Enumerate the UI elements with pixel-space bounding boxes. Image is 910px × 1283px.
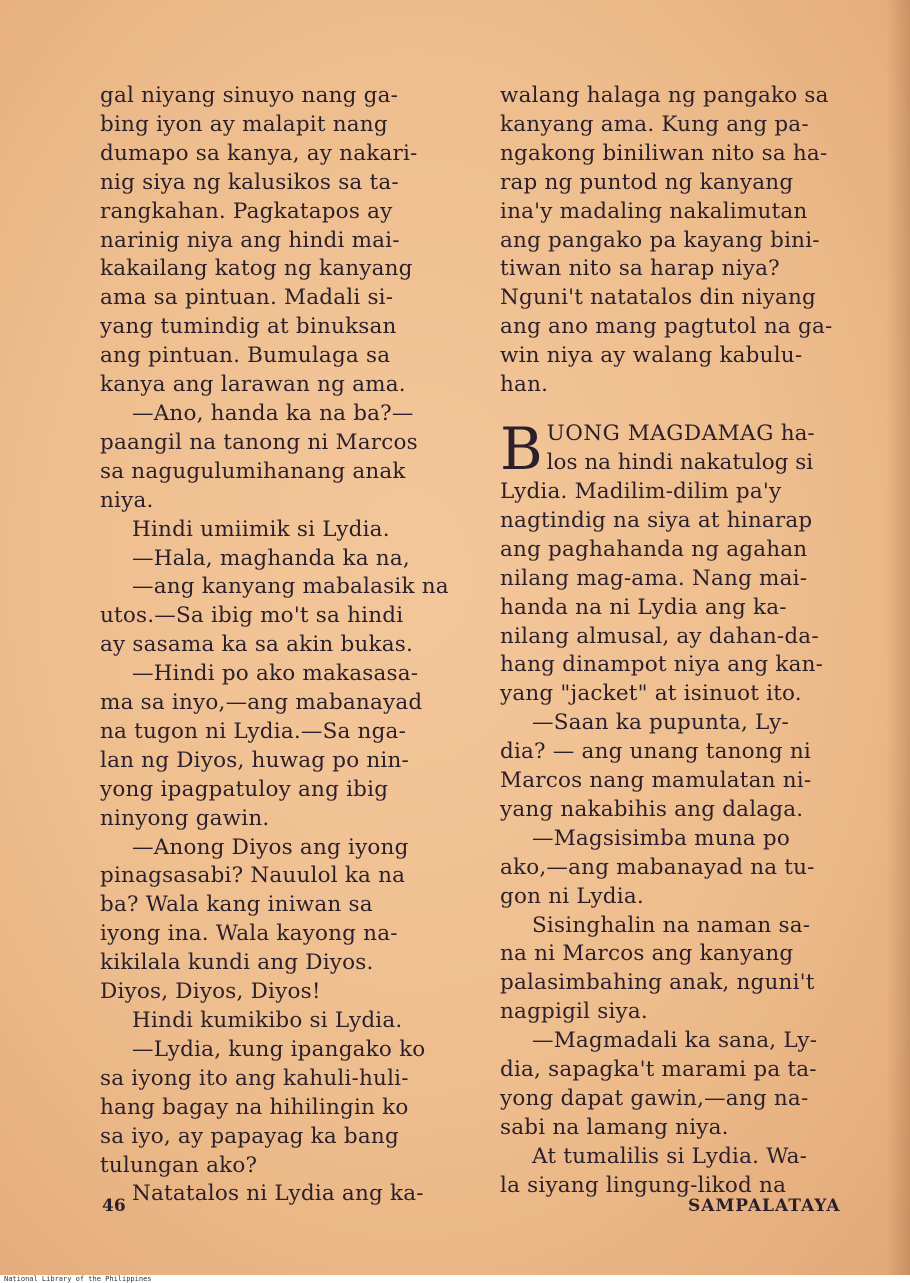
text-line: ako,—ang mabanayad na tu-	[500, 854, 815, 880]
text-line: —Lydia, kung ipangako ko	[132, 1036, 426, 1062]
section-second-line: los na hindi nakatulog si	[546, 449, 814, 475]
text-line: —Hindi po ako makasasa-	[132, 661, 419, 687]
text-line: hang bagay na hihilingin ko	[100, 1094, 409, 1120]
text-line: ang pintuan. Bumulaga sa	[100, 343, 391, 369]
text-line: yang tumindig at binuksan	[100, 314, 397, 340]
text-line: hang dinampot niya ang kan-	[500, 652, 824, 678]
text-line: yang nakabihis ang dalaga.	[500, 796, 804, 822]
text-line: niya.	[100, 487, 154, 513]
magazine-title: SAMPALATAYA	[688, 1196, 841, 1216]
text-line: Sisinghalin na naman sa-	[532, 912, 811, 938]
text-line: dia? — ang unang tanong ni	[500, 739, 811, 765]
text-line: yong dapat gawin,—ang na-	[500, 1086, 809, 1111]
text-line: palasimbahing anak, nguni't	[500, 970, 815, 996]
text-line: win niya ay walang kabulu-	[500, 343, 803, 369]
text-line: Natatalos ni Lydia ang ka-	[132, 1181, 424, 1207]
text-line: Lydia. Madilim-dilim pa'y	[500, 478, 782, 504]
text-line: sa iyong ito ang kahuli-huli-	[100, 1065, 409, 1091]
text-line: ngakong biniliwan nito sa ha-	[500, 140, 828, 166]
text-line: Diyos, Diyos, Diyos!	[100, 979, 321, 1005]
text-line: handa na ni Lydia ang ka-	[500, 594, 787, 620]
text-line: gal niyang sinuyo nang ga-	[100, 83, 399, 108]
text-line: ninyong gawin.	[100, 805, 270, 831]
text-line: ama sa pintuan. Madali si-	[100, 285, 394, 311]
text-line: Hindi umiimik si Lydia.	[132, 516, 390, 542]
left-column	[100, 82, 472, 1209]
text-line: dumapo sa kanya, ay nakari-	[100, 140, 418, 166]
text-line: Hindi kumikibo si Lydia.	[132, 1008, 403, 1033]
text-line: Marcos nang mamulatan ni-	[500, 768, 812, 794]
text-line: la siyang lingung-likod na	[500, 1172, 787, 1198]
text-line: sa nagugulumihanang anak	[100, 458, 406, 484]
text-line: rangkahan. Pagkatapos ay	[100, 198, 393, 224]
text-line: gon ni Lydia.	[500, 883, 644, 909]
text-line: kikilala kundi ang Diyos.	[100, 950, 374, 976]
text-line: lan ng Diyos, huwag po nin-	[100, 747, 410, 773]
text-line: utos.—Sa ibig mo't sa hindi	[100, 603, 404, 629]
text-line: —Saan ka pupunta, Ly-	[532, 710, 789, 736]
section-heading-rest: ha-	[773, 420, 815, 446]
text-line: —Anong Diyos ang iyong	[132, 834, 409, 860]
text-line: han.	[500, 372, 549, 398]
text-line: ang ano mang pagtutol na ga-	[500, 314, 833, 340]
text-line: —Ano, handa ka na ba?—	[132, 400, 414, 426]
text-line: ina'y madaling nakalimutan	[500, 198, 808, 224]
text-line: ba? Wala kang iniwan sa	[100, 892, 373, 918]
text-line: nilang mag-ama. Nang mai-	[500, 565, 808, 591]
text-line: At tumalilis si Lydia. Wa-	[532, 1143, 808, 1169]
text-line: ay sasama ka sa akin bukas.	[100, 632, 414, 658]
text-line: —Magsisimba muna po	[532, 825, 790, 851]
text-line: pinagsasabi? Nauulol ka na	[100, 863, 406, 889]
text-line: ang pangako pa kayang bini-	[500, 227, 820, 253]
library-credit: National Library of the Philippines	[4, 1275, 152, 1283]
text-line: kakailang katog ng kanyang	[100, 256, 413, 282]
text-line: narinig niya ang hindi mai-	[100, 227, 400, 253]
text-line: walang halaga ng pangako sa	[500, 83, 829, 108]
text-line: —ang kanyang mabalasik na	[132, 574, 449, 600]
text-line: kanya ang larawan ng ama.	[100, 372, 406, 398]
text-line: yong ipagpatuloy ang ibig	[100, 776, 389, 802]
section-heading: UONG MAGDAMAG	[546, 420, 774, 446]
text-line: na tugon ni Lydia.—Sa nga-	[100, 718, 407, 744]
drop-cap: B	[500, 414, 543, 483]
text-line: rap ng puntod ng kanyang	[500, 169, 794, 195]
text-line: —Hala, maghanda ka na,	[132, 545, 410, 571]
text-line: iyong ina. Wala kayong na-	[100, 921, 398, 947]
text-line: paangil na tanong ni Marcos	[100, 429, 418, 455]
text-line: Nguni't natatalos din niyang	[500, 285, 817, 311]
text-line: —Magmadali ka sana, Ly-	[532, 1028, 818, 1054]
text-line: yang "jacket" at isinuot ito.	[500, 681, 802, 707]
page-number: 46	[102, 1196, 126, 1216]
text-line: bing iyon ay malapit nang	[100, 111, 388, 137]
text-line: sa iyo, ay papayag ka bang	[100, 1123, 399, 1149]
text-line: nilang almusal, ay dahan-da-	[500, 623, 819, 649]
right-column	[500, 82, 880, 1201]
text-line: dia, sapagka't marami pa ta-	[500, 1057, 817, 1083]
text-line: nagpigil siya.	[500, 999, 648, 1025]
text-line: nagtindig na siya at hinarap	[500, 507, 813, 533]
text-line: kanyang ama. Kung ang pa-	[500, 111, 809, 137]
text-line: ma sa inyo,—ang mabanayad	[100, 690, 423, 716]
text-line: sabi na lamang niya.	[500, 1114, 729, 1140]
section-opening	[500, 414, 880, 483]
text-line: na ni Marcos ang kanyang	[500, 941, 794, 967]
text-line: tulungan ako?	[100, 1152, 258, 1178]
text-line: ang paghahanda ng agahan	[500, 536, 808, 562]
text-line: tiwan nito sa harap niya?	[500, 256, 780, 282]
text-line: nig siya ng kalusikos sa ta-	[100, 169, 399, 195]
